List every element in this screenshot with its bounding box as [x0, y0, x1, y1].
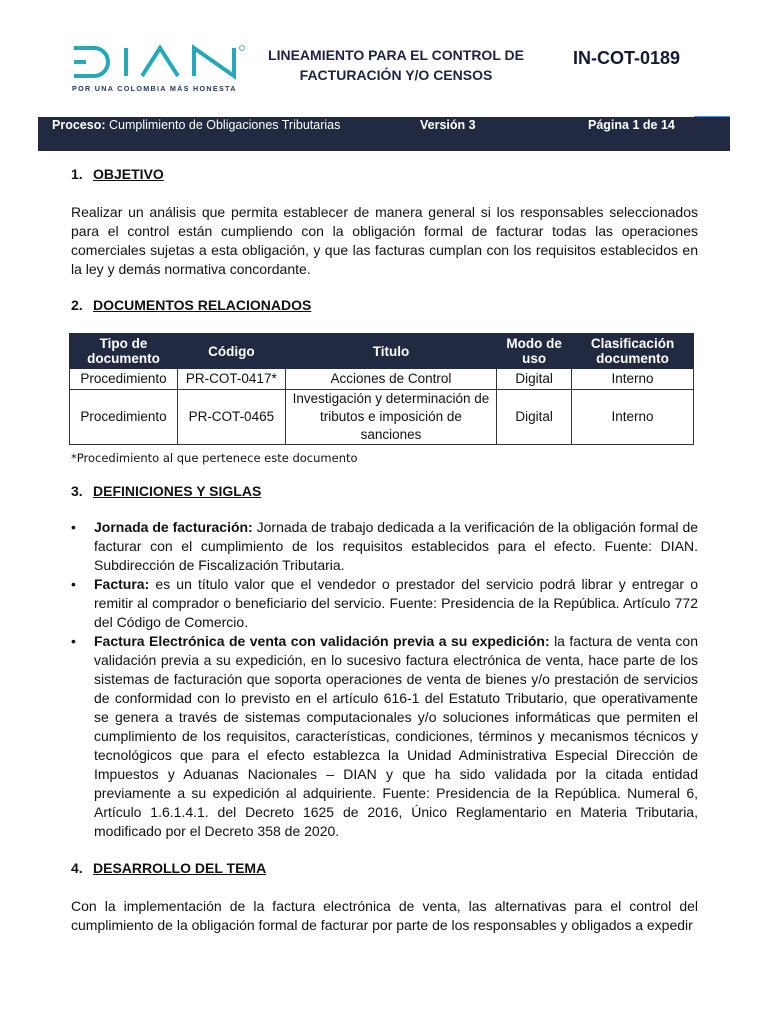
- section-1-heading: [71, 166, 164, 182]
- title-line-2: FACTURACIÓN Y/O CENSOS: [299, 67, 493, 83]
- process-bar: [38, 117, 730, 151]
- bullet-icon: •: [71, 576, 76, 592]
- title-line-1: LINEAMIENTO PARA EL CONTROL DE: [268, 47, 524, 63]
- cell-modo: Digital: [497, 390, 572, 445]
- section-3-heading: [71, 483, 261, 499]
- version-label: Versión 3: [420, 118, 476, 132]
- definition-term: Factura:: [94, 576, 150, 592]
- cell-titulo: Investigación y determinación de tributos e imposición de sanciones: [285, 390, 497, 445]
- section-number: 1.: [71, 166, 83, 182]
- section-number: 3.: [71, 483, 83, 499]
- header-tipo: Tipo de documento: [70, 334, 178, 369]
- bullet-icon: •: [71, 519, 76, 535]
- objective-paragraph: Realizar un análisis que permita establecer de manera general si los responsables seleccionados para el control están cumpliendo con la obligación formal de facturar todas las operaciones comerciales sujetas a esta obligación, y que las facturas cumplan con los requisitos establecidos en la ley y demás normativa concordante.: [71, 204, 698, 277]
- definition-text: la factura de venta con validación previa a su expedición, en lo sucesivo factura electrónica de venta, hace parte de los sistemas de facturación que soporta operaciones de venta de bienes y/o prestación de servicios de conformidad con lo previsto en el artículo 616-1 del Estatuto Tributario, que operativamente se genera a través de sistemas computacionales y/o soluciones informáticas que permiten el cumplimiento de los requisitos, características, condiciones, términos y mecanismos técnicos y tecnológicos que para el efecto establezca la Unidad Administrativa Especial Dirección de Impuestos y Aduanas Nacionales – DIAN y que ha sido validada por la citada entidad previamente a su expedición al adquiriente. Fuente: Presidencia de la República. Numeral 6, Artículo 1.6.1.4.1. del Decreto 1625 de 2016, Único Reglamentario en Materia Tributaria, modificado por el Decreto 358 de 2020.: [94, 633, 698, 839]
- table-row: [70, 369, 694, 390]
- document-code: IN-COT-0189: [573, 48, 681, 68]
- process-label: Proceso:: [52, 118, 106, 132]
- definition-text: Jornada de trabajo dedicada a la verificación de la obligación formal de facturar con el cumplimiento de los requisitos establecidos para el efecto. Fuente: DIAN. Subdirección de Fiscalización Tributaria.: [94, 519, 699, 573]
- document-title: [262, 45, 530, 85]
- header-titulo: Titulo: [285, 334, 497, 369]
- section-title: DESARROLLO DEL TEMA: [93, 860, 267, 876]
- section-number: 4.: [71, 860, 83, 876]
- cell-modo: Digital: [497, 369, 572, 390]
- dian-logo-icon: [72, 44, 247, 80]
- cell-tipo: Procedimiento: [70, 390, 178, 445]
- table-footnote: *Procedimiento al que pertenece este documento: [71, 451, 358, 465]
- section-number: 2.: [71, 297, 83, 313]
- logo-tagline: POR UNA COLOMBIA MÁS HONESTA: [72, 84, 237, 93]
- list-item: [71, 518, 698, 575]
- related-documents-table: [69, 333, 694, 445]
- section-2-heading: [71, 297, 311, 313]
- header-codigo: Código: [177, 334, 285, 369]
- definition-term: Factura Electrónica de venta con validación previa a su expedición:: [94, 633, 550, 649]
- cell-codigo: PR-COT-0417*: [177, 369, 285, 390]
- development-paragraph: Con la implementación de la factura electrónica de venta, las alternativas para el control del cumplimiento de la obligación formal de facturar por parte de los responsables y obligados a expedir: [71, 898, 698, 933]
- table-row: [70, 390, 694, 445]
- definition-term: Jornada de facturación:: [94, 519, 253, 535]
- cell-clasificacion: Interno: [572, 390, 694, 445]
- document-header: [0, 0, 768, 110]
- section-title: DOCUMENTOS RELACIONADOS: [93, 297, 312, 313]
- header-clasificacion: Clasificación documento: [572, 334, 694, 369]
- dian-logo: [72, 44, 247, 100]
- section-title: OBJETIVO: [93, 166, 164, 182]
- list-item: [71, 632, 698, 841]
- cell-codigo: PR-COT-0465: [177, 390, 285, 445]
- process-value: Cumplimiento de Obligaciones Tributarias: [108, 118, 341, 132]
- bullet-icon: •: [71, 633, 76, 649]
- cell-tipo: Procedimiento: [70, 369, 178, 390]
- process-info: [52, 118, 340, 132]
- section-4-heading: [71, 860, 266, 876]
- section-title: DEFINICIONES Y SIGLAS: [93, 483, 262, 499]
- list-item: [71, 575, 698, 632]
- header-modo: Modo de uso: [497, 334, 572, 369]
- page-indicator: Página 1 de 14: [588, 118, 675, 132]
- definitions-list: [71, 518, 698, 841]
- cell-clasificacion: Interno: [572, 369, 694, 390]
- definition-text: es un título valor que el vendedor o prestador del servicio podrá librar y entregar o remitir al comprador o beneficiario del servicio. Fuente: Presidencia de la República. Artículo 772 del Código de Comercio.: [94, 576, 698, 630]
- cell-titulo: Acciones de Control: [285, 369, 497, 390]
- table-header-row: [70, 334, 694, 369]
